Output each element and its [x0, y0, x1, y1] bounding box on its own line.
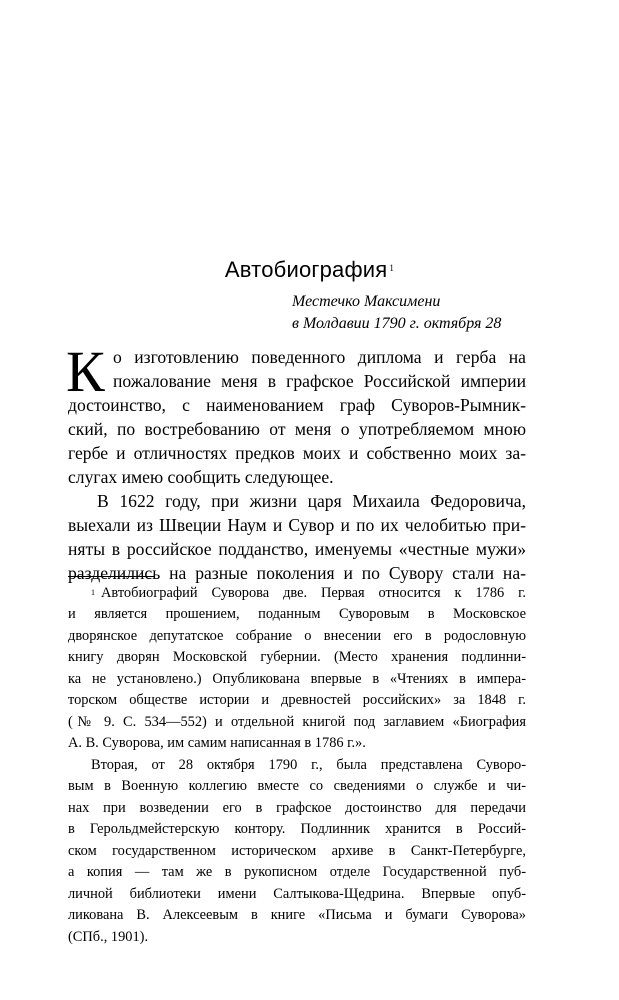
epigraph-place: Местечко Максимени	[292, 293, 441, 310]
title-footnote-marker: 1	[389, 263, 395, 273]
footnote-line: в Герольдмейстерскую контору. Подлинник хранится в Россий-	[68, 821, 526, 837]
footnote-line: нах при возведении его в графское достоинство для передачи	[68, 800, 526, 816]
footnote-line: ском государственном историческом архиве в Санкт-Петербурге,	[68, 843, 526, 859]
footnote-line: (№ 9. С. 534—552) и отдельной книгой под заглавием «Биография	[68, 714, 526, 730]
footnote-line: (СПб., 1901).	[68, 929, 149, 945]
footnote-line: ликована В. Алексеевым в книге «Письма и бумаги Суворова»	[68, 907, 526, 923]
drop-cap: К	[66, 339, 105, 404]
footnote-text: Автобиографий Суворова две. Первая относится к 1786 г.	[101, 585, 526, 601]
footnote-line: А. В. Суворова, им самим написанная в 1786 г.».	[68, 735, 366, 751]
footnote-line: личной библиотеки имени Салтыкова-Щедрина. Впервые опуб-	[68, 886, 526, 902]
footnote-line: вым в Военную коллегию вместе со сведениями о службе и чи-	[68, 778, 526, 794]
epigraph-date: в Молдавии 1790 г. октября 28	[292, 315, 502, 332]
footnote-line: торском обществе истории и древностей российских» за 1848 г.	[68, 692, 526, 708]
footnote-line: книгу дворян Московской губернии. (Место хранения подлинни-	[68, 649, 526, 665]
footnote-line: дворянское депутатское собрание о внесении его в родословную	[68, 628, 526, 644]
epigraph	[292, 291, 501, 335]
chapter-title	[0, 255, 619, 285]
body-line: ский, по востребованию от меня о употребляемом мною	[68, 419, 526, 439]
body-line: достоинство, с наименованием граф Суворов-Рымник-	[68, 395, 526, 415]
body-line: няты в российское подданство, именуемы «честные мужи»	[68, 539, 526, 559]
body-line: пожалование меня в графское Российской империи	[113, 371, 526, 391]
footnote-line: ка не установлено.) Опубликована впервые в «Чтениях в импера-	[68, 671, 526, 687]
body-line: о изготовлению поведенного диплома и герба на	[113, 347, 526, 367]
body-line: выехали из Швеции Наум и Сувор и по их челобитью при-	[68, 515, 526, 535]
body-line: В 1622 году, при жизни царя Михаила Федоровича,	[97, 491, 526, 511]
chapter-title-text: Автобиография	[224, 257, 388, 282]
footnote-separator	[68, 576, 154, 577]
footnote-line: и является прошением, поданным Суворовым в Московское	[68, 606, 526, 622]
body-line: гербе и отличностях предков моих и собственно моих за-	[68, 443, 526, 463]
body-line: слугах имею сообщить следующее.	[68, 467, 334, 487]
footnote-marker: 1	[91, 588, 95, 597]
footnote-line: Вторая, от 28 октября 1790 г., была представлена Суворо-	[91, 757, 526, 773]
body-line: разделились на разные поколения и по Сувору стали на-	[68, 563, 526, 583]
footnote-line: а копия — там же в рукописном отделе Государственной пуб-	[68, 864, 526, 880]
footnote-line	[91, 583, 526, 604]
